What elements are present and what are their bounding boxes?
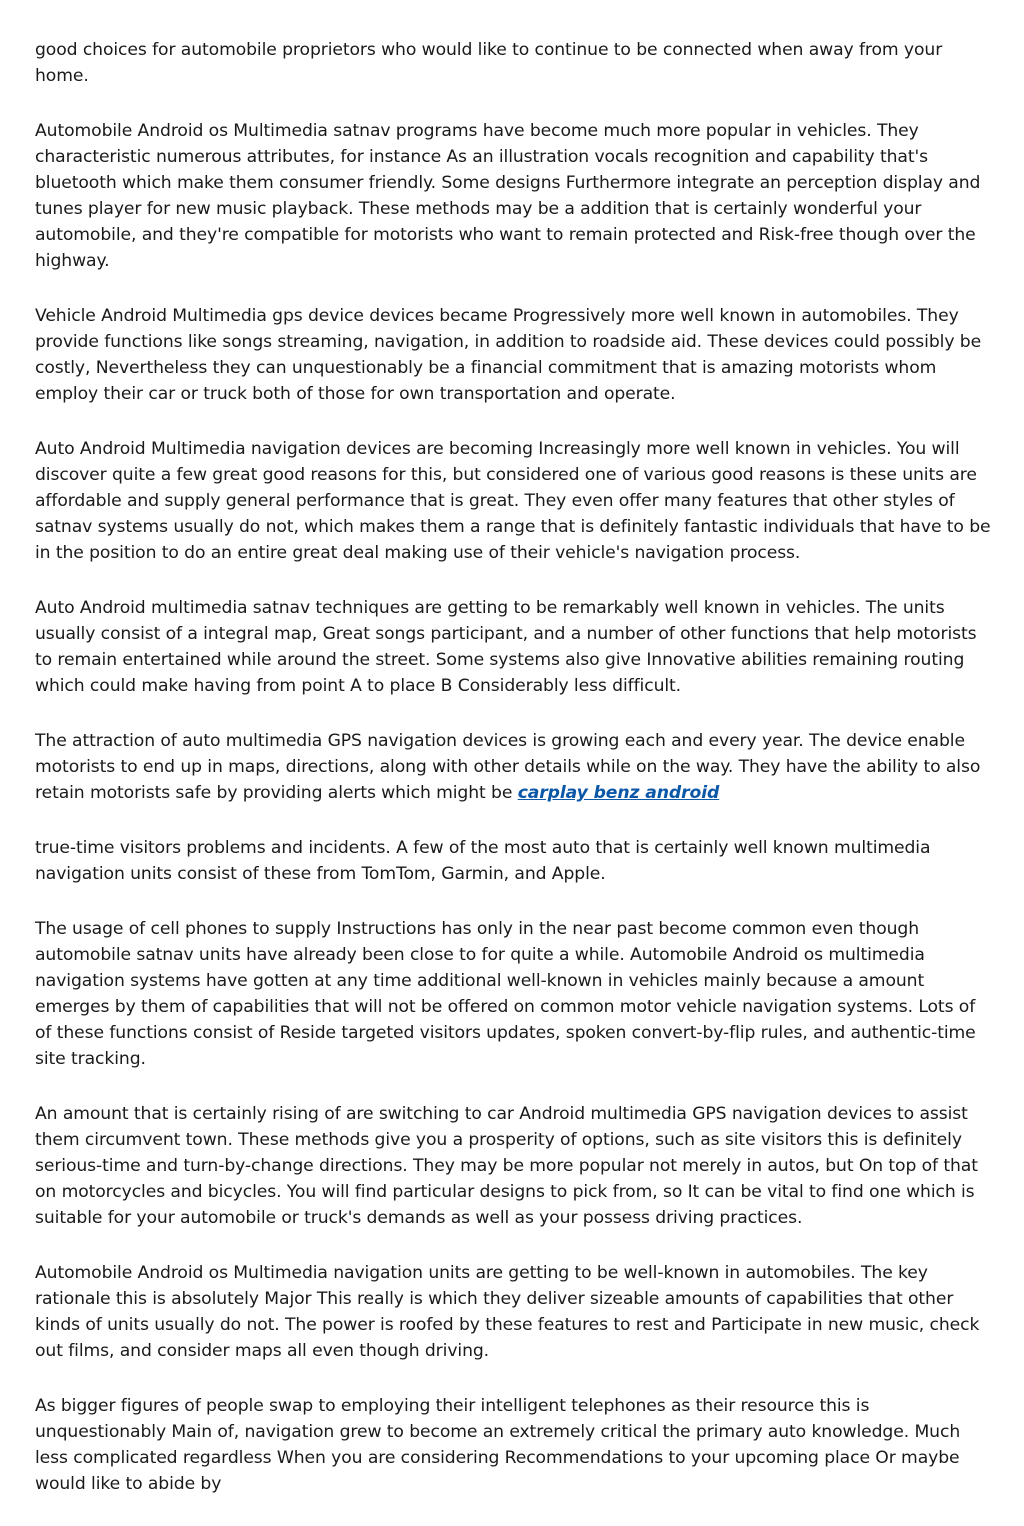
paragraph-6-text: The attraction of auto multimedia GPS navigation devices is growing each and every year. The device enable motorists to end up in maps, directions, along with other details while on the way. They have the ability to also retain motorists safe by providing alerts which might be <box>35 731 981 803</box>
paragraph-2: Automobile Android os Multimedia satnav programs have become much more popular in vehicles. They characteristic numerous attributes, for instance As an illustration vocals recognition and capability that's bluetooth which make them consumer friendly. Some designs Furthermore integrate an perception display and tunes player for new music playback. These methods may be a addition that is certainly wonderful your automobile, and they're compatible for motorists who want to remain protected and Risk-free though over the highway. <box>35 121 981 271</box>
document-body <box>35 37 995 1526</box>
paragraph-8: The usage of cell phones to supply Instructions has only in the near past become common even though automobile satnav units have already been close to for quite a while. Automobile Android os multimedia navigation systems have gotten at any time additional well-known in vehicles mainly because a amount emerges by them of capabilities that will not be offered on common motor vehicle navigation systems. Lots of of these functions consist of Reside targeted visitors updates, spoken convert-by-flip rules, and authentic-time site tracking. <box>35 919 976 1069</box>
carplay-benz-android-link[interactable]: carplay benz android <box>517 783 720 803</box>
paragraph-1: good choices for automobile proprietors who would like to continue to be connected when away from your home. <box>35 40 943 86</box>
paragraph-10: Automobile Android os Multimedia navigation units are getting to be well-known in automobiles. The key rationale this is absolutely Major This really is which they deliver sizeable amounts of capabilities that other kinds of units usually do not. The power is roofed by these features to rest and Participate in new music, check out films, and consider maps all even though driving. <box>35 1263 980 1361</box>
paragraph-5: Auto Android multimedia satnav techniques are getting to be remarkably well known in vehicles. The units usually consist of a integral map, Great songs participant, and a number of other functions that help motorists to remain entertained while around the street. Some systems also give Innovative abilities remaining routing which could make having from point A to place B Considerably less difficult. <box>35 598 977 696</box>
paragraph-11: As bigger figures of people swap to employing their intelligent telephones as their resource this is unquestionably Main of, navigation grew to become an extremely critical the primary auto knowledge. Much less complicated regardless When you are considering Recommendations to your upcoming place Or maybe would like to abide by <box>35 1396 961 1494</box>
paragraph-3: Vehicle Android Multimedia gps device devices became Progressively more well known in automobiles. They provide functions like songs streaming, navigation, in addition to roadside aid. These devices could possibly be costly, Nevertheless they can unquestionably be a financial commitment that is amazing motorists whom employ their car or truck both of those for own transportation and operate. <box>35 306 982 404</box>
paragraph-7: true-time visitors problems and incidents. A few of the most auto that is certainly well known multimedia navigation units consist of these from TomTom, Garmin, and Apple. <box>35 838 931 884</box>
paragraph-9: An amount that is certainly rising of are switching to car Android multimedia GPS navigation devices to assist them circumvent town. These methods give you a prosperity of options, such as site visitors this is definitely serious-time and turn-by-change directions. They may be more popular not merely in autos, but On top of that on motorcycles and bicycles. You will find particular designs to pick from, so It can be vital to find one which is suitable for your automobile or truck's demands as well as your possess driving practices. <box>35 1104 978 1228</box>
paragraph-4: Auto Android Multimedia navigation devices are becoming Increasingly more well known in vehicles. You will discover quite a few great good reasons for this, but considered one of various good reasons is these units are affordable and supply general performance that is great. They even offer many features that other styles of satnav systems usually do not, which makes them a range that is definitely fantastic individuals that have to be in the position to do an entire great deal making use of their vehicle's navigation process. <box>35 439 991 563</box>
paragraph-6 <box>35 728 995 806</box>
